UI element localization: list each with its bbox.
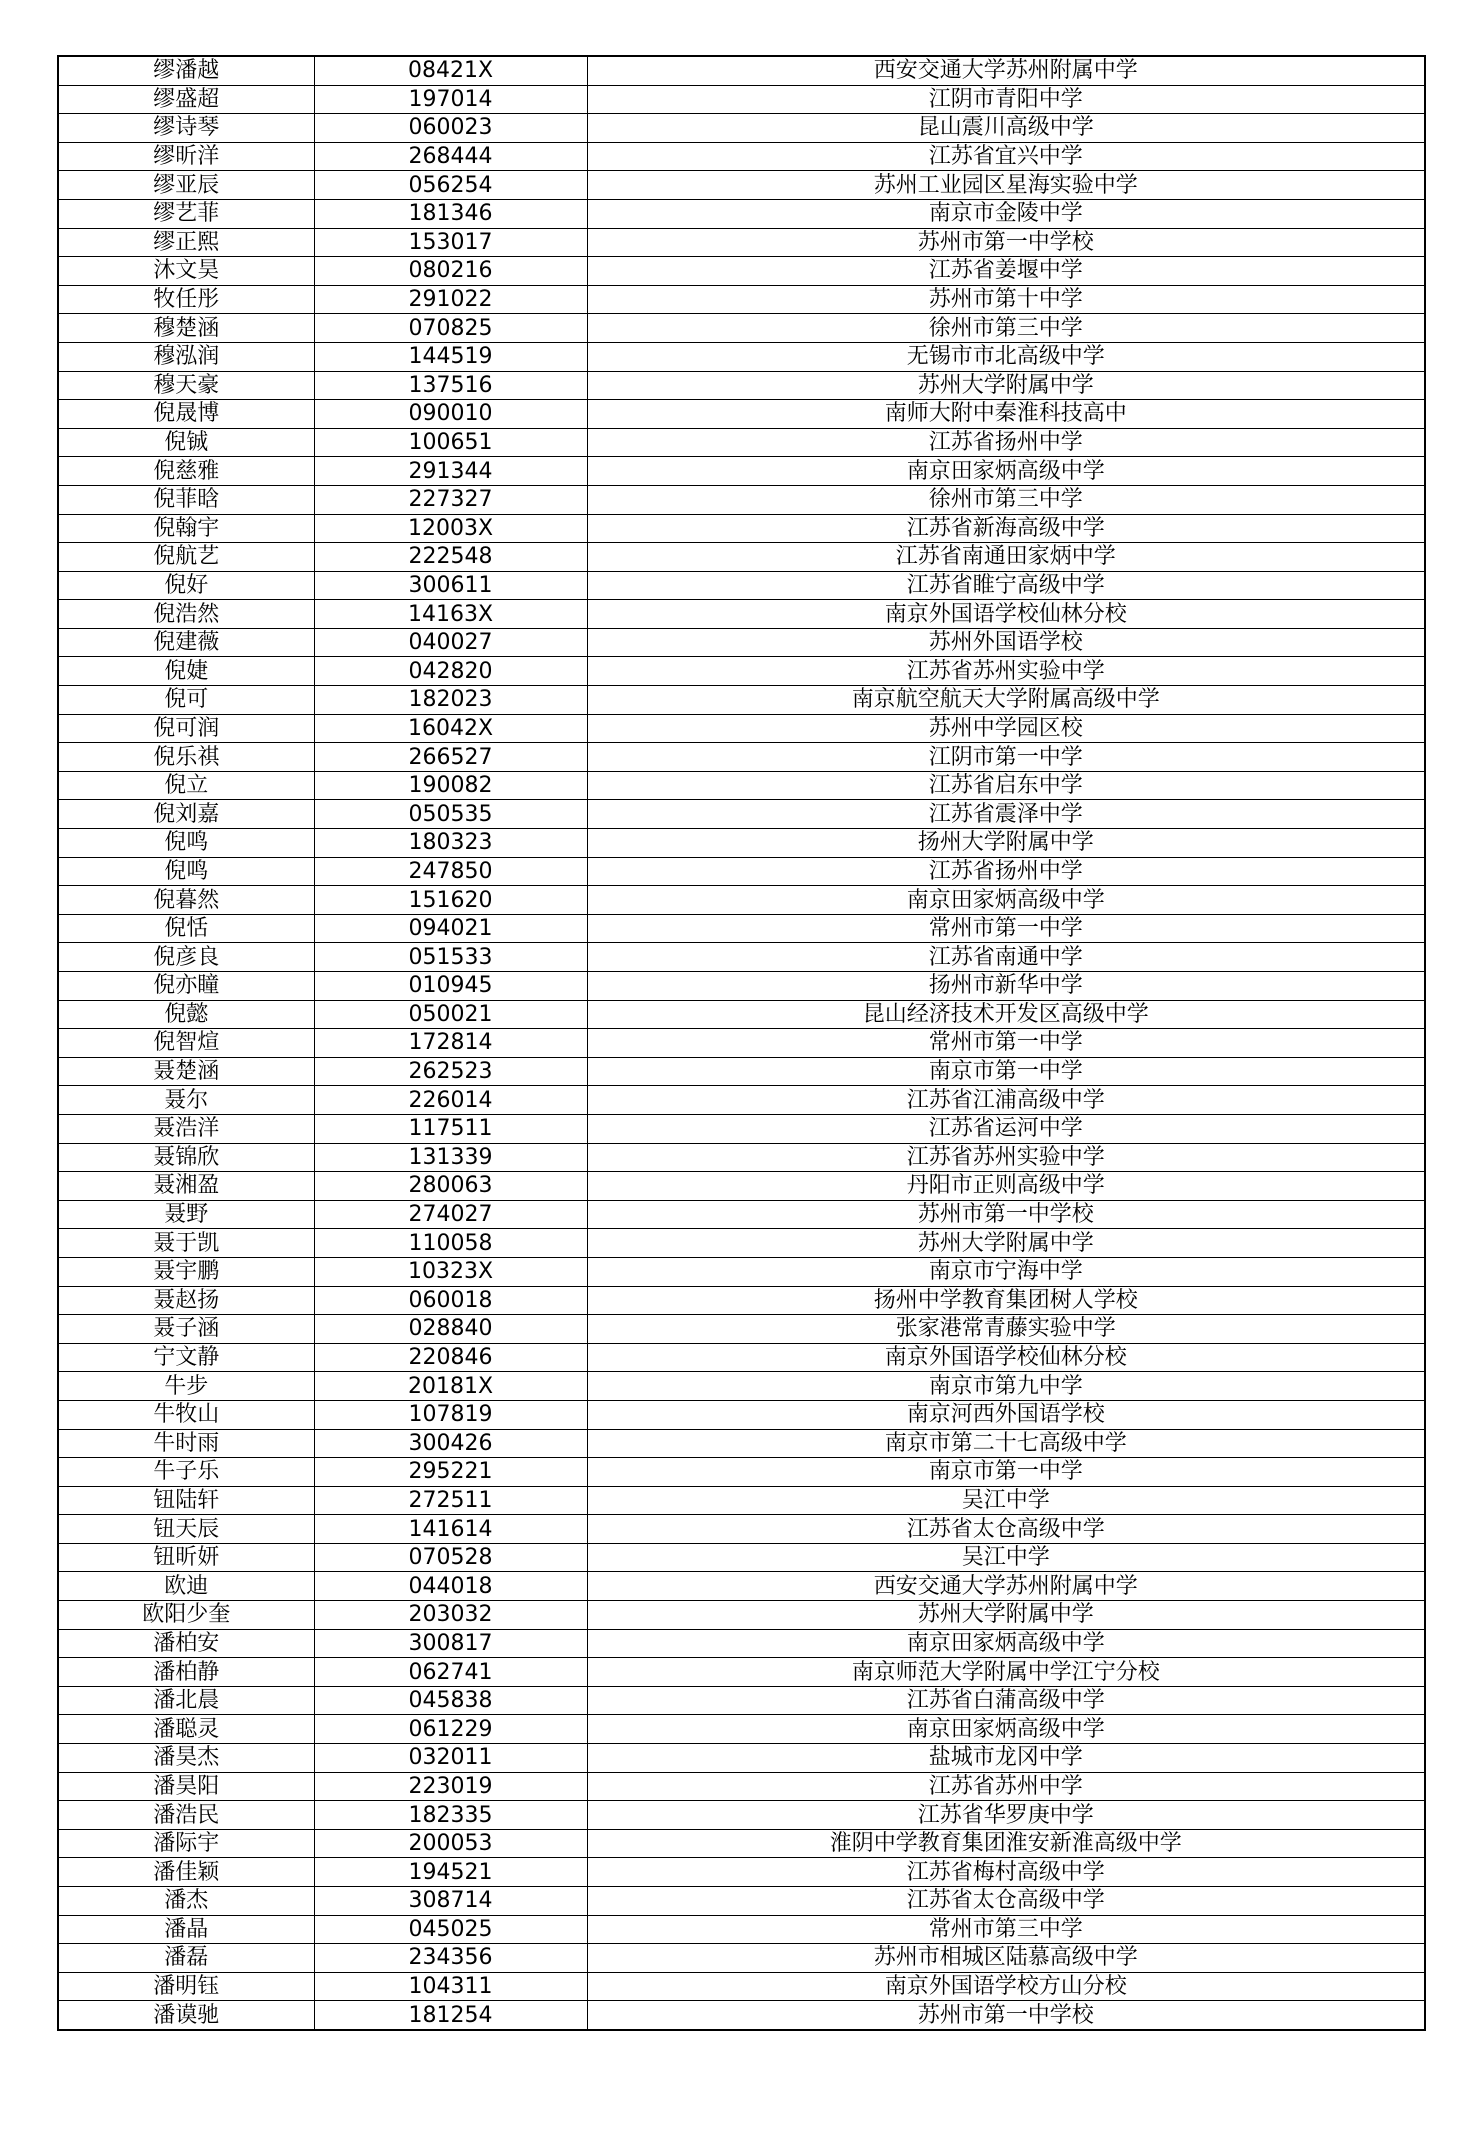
table-row (58, 1458, 1425, 1487)
id-cell: 045838 (314, 1686, 587, 1715)
school-cell: 常州市第三中学 (587, 1915, 1425, 1944)
table-row (58, 1086, 1425, 1115)
school-cell: 南师大附中秦淮科技高中 (587, 400, 1425, 429)
table-row (58, 1000, 1425, 1029)
table-row (58, 914, 1425, 943)
table-row (58, 657, 1425, 686)
table-row (58, 1229, 1425, 1258)
name-cell: 缪潘越 (58, 56, 314, 85)
id-cell: 070825 (314, 314, 587, 343)
id-cell: 181346 (314, 199, 587, 228)
name-cell: 钮昕妍 (58, 1543, 314, 1572)
table-row (58, 743, 1425, 772)
table-row (58, 628, 1425, 657)
school-cell: 苏州工业园区星海实验中学 (587, 171, 1425, 200)
id-cell: 062741 (314, 1658, 587, 1687)
name-cell: 聂尔 (58, 1086, 314, 1115)
table-row (58, 686, 1425, 715)
id-cell: 010945 (314, 972, 587, 1001)
table-row (58, 400, 1425, 429)
id-cell: 14163X (314, 600, 587, 629)
school-cell: 西安交通大学苏州附属中学 (587, 1572, 1425, 1601)
id-cell: 194521 (314, 1858, 587, 1887)
table-row (58, 85, 1425, 114)
name-cell: 倪暮然 (58, 886, 314, 915)
name-cell: 欧迪 (58, 1572, 314, 1601)
id-cell: 153017 (314, 228, 587, 257)
school-cell: 江苏省宜兴中学 (587, 142, 1425, 171)
id-cell: 268444 (314, 142, 587, 171)
table-row (58, 1858, 1425, 1887)
id-cell: 056254 (314, 171, 587, 200)
name-cell: 穆天豪 (58, 371, 314, 400)
table-row (58, 1114, 1425, 1143)
id-cell: 110058 (314, 1229, 587, 1258)
name-cell: 倪可润 (58, 714, 314, 743)
school-cell: 扬州市新华中学 (587, 972, 1425, 1001)
table-row (58, 571, 1425, 600)
id-cell: 272511 (314, 1486, 587, 1515)
school-cell: 苏州市相城区陆慕高级中学 (587, 1944, 1425, 1973)
id-cell: 144519 (314, 342, 587, 371)
id-cell: 308714 (314, 1887, 587, 1916)
id-cell: 107819 (314, 1400, 587, 1429)
name-cell: 倪彦良 (58, 943, 314, 972)
id-cell: 226014 (314, 1086, 587, 1115)
table-row (58, 1172, 1425, 1201)
table-row (58, 514, 1425, 543)
name-cell: 聂于凯 (58, 1229, 314, 1258)
id-cell: 060018 (314, 1286, 587, 1315)
id-cell: 104311 (314, 1972, 587, 2001)
table-row (58, 714, 1425, 743)
name-cell: 倪立 (58, 771, 314, 800)
name-cell: 钮天辰 (58, 1515, 314, 1544)
table-row (58, 1257, 1425, 1286)
table-row (58, 1744, 1425, 1773)
school-cell: 南京田家炳高级中学 (587, 886, 1425, 915)
name-cell: 潘磊 (58, 1944, 314, 1973)
school-cell: 无锡市市北高级中学 (587, 342, 1425, 371)
school-cell: 南京师范大学附属中学江宁分校 (587, 1658, 1425, 1687)
school-cell: 江苏省震泽中学 (587, 800, 1425, 829)
table-row (58, 199, 1425, 228)
school-cell: 南京田家炳高级中学 (587, 1629, 1425, 1658)
name-cell: 宁文静 (58, 1343, 314, 1372)
id-cell: 203032 (314, 1601, 587, 1630)
table-row (58, 285, 1425, 314)
id-cell: 042820 (314, 657, 587, 686)
name-cell: 倪亦瞳 (58, 972, 314, 1001)
school-cell: 西安交通大学苏州附属中学 (587, 56, 1425, 85)
school-cell: 张家港常青藤实验中学 (587, 1315, 1425, 1344)
table-row (58, 142, 1425, 171)
school-cell: 淮阴中学教育集团淮安新淮高级中学 (587, 1829, 1425, 1858)
table-row (58, 314, 1425, 343)
school-cell: 南京市金陵中学 (587, 199, 1425, 228)
id-cell: 151620 (314, 886, 587, 915)
id-cell: 220846 (314, 1343, 587, 1372)
school-cell: 江苏省扬州中学 (587, 428, 1425, 457)
id-cell: 141614 (314, 1515, 587, 1544)
school-cell: 丹阳市正则高级中学 (587, 1172, 1425, 1201)
name-cell: 潘昊阳 (58, 1772, 314, 1801)
name-cell: 缪亚辰 (58, 171, 314, 200)
school-cell: 常州市第一中学 (587, 1029, 1425, 1058)
table-row (58, 1801, 1425, 1830)
school-cell: 江苏省姜堰中学 (587, 257, 1425, 286)
table-body (58, 56, 1425, 2030)
school-cell: 徐州市第三中学 (587, 485, 1425, 514)
school-cell: 南京田家炳高级中学 (587, 1715, 1425, 1744)
student-table (57, 55, 1426, 2031)
table-row (58, 829, 1425, 858)
name-cell: 潘明钰 (58, 1972, 314, 2001)
school-cell: 常州市第一中学 (587, 914, 1425, 943)
school-cell: 南京外国语学校仙林分校 (587, 1343, 1425, 1372)
name-cell: 倪航艺 (58, 543, 314, 572)
table-row (58, 1200, 1425, 1229)
name-cell: 穆楚涵 (58, 314, 314, 343)
table-row (58, 800, 1425, 829)
school-cell: 江苏省太仓高级中学 (587, 1887, 1425, 1916)
id-cell: 200053 (314, 1829, 587, 1858)
id-cell: 291022 (314, 285, 587, 314)
school-cell: 江苏省梅村高级中学 (587, 1858, 1425, 1887)
id-cell: 117511 (314, 1114, 587, 1143)
table-row (58, 972, 1425, 1001)
table-row (58, 1772, 1425, 1801)
name-cell: 缪诗琴 (58, 114, 314, 143)
name-cell: 牛子乐 (58, 1458, 314, 1487)
table-row (58, 1944, 1425, 1973)
table-row (58, 485, 1425, 514)
table-row (58, 1915, 1425, 1944)
name-cell: 潘昊杰 (58, 1744, 314, 1773)
name-cell: 倪恬 (58, 914, 314, 943)
id-cell: 100651 (314, 428, 587, 457)
id-cell: 060023 (314, 114, 587, 143)
name-cell: 缪艺菲 (58, 199, 314, 228)
school-cell: 昆山经济技术开发区高级中学 (587, 1000, 1425, 1029)
name-cell: 聂宇鹏 (58, 1257, 314, 1286)
school-cell: 苏州外国语学校 (587, 628, 1425, 657)
school-cell: 江苏省南通中学 (587, 943, 1425, 972)
id-cell: 227327 (314, 485, 587, 514)
table-row (58, 428, 1425, 457)
name-cell: 聂浩洋 (58, 1114, 314, 1143)
id-cell: 266527 (314, 743, 587, 772)
school-cell: 南京市第一中学 (587, 1458, 1425, 1487)
name-cell: 牛牧山 (58, 1400, 314, 1429)
table-row (58, 1029, 1425, 1058)
id-cell: 131339 (314, 1143, 587, 1172)
name-cell: 缪盛超 (58, 85, 314, 114)
school-cell: 苏州市第一中学校 (587, 2001, 1425, 2030)
id-cell: 045025 (314, 1915, 587, 1944)
name-cell: 倪菲晗 (58, 485, 314, 514)
school-cell: 扬州大学附属中学 (587, 829, 1425, 858)
name-cell: 潘北晨 (58, 1686, 314, 1715)
id-cell: 080216 (314, 257, 587, 286)
table-row (58, 1972, 1425, 2001)
school-cell: 扬州中学教育集团树人学校 (587, 1286, 1425, 1315)
table-row (58, 1829, 1425, 1858)
id-cell: 300817 (314, 1629, 587, 1658)
school-cell: 南京外国语学校仙林分校 (587, 600, 1425, 629)
id-cell: 291344 (314, 457, 587, 486)
id-cell: 223019 (314, 1772, 587, 1801)
table-row (58, 2001, 1425, 2030)
table-row (58, 1887, 1425, 1916)
name-cell: 钮陆轩 (58, 1486, 314, 1515)
school-cell: 苏州大学附属中学 (587, 1601, 1425, 1630)
school-cell: 江苏省扬州中学 (587, 857, 1425, 886)
table-row (58, 543, 1425, 572)
name-cell: 倪鸣 (58, 829, 314, 858)
school-cell: 南京市第一中学 (587, 1057, 1425, 1086)
school-cell: 苏州市第一中学校 (587, 1200, 1425, 1229)
school-cell: 苏州市第十中学 (587, 285, 1425, 314)
name-cell: 潘晶 (58, 1915, 314, 1944)
id-cell: 190082 (314, 771, 587, 800)
table-row (58, 1343, 1425, 1372)
table-row (58, 1057, 1425, 1086)
name-cell: 缪昕洋 (58, 142, 314, 171)
school-cell: 盐城市龙冈中学 (587, 1744, 1425, 1773)
school-cell: 昆山震川高级中学 (587, 114, 1425, 143)
name-cell: 倪铖 (58, 428, 314, 457)
name-cell: 沐文昊 (58, 257, 314, 286)
id-cell: 20181X (314, 1372, 587, 1401)
table-row (58, 1429, 1425, 1458)
id-cell: 280063 (314, 1172, 587, 1201)
name-cell: 牧任彤 (58, 285, 314, 314)
name-cell: 潘谟驰 (58, 2001, 314, 2030)
id-cell: 16042X (314, 714, 587, 743)
id-cell: 295221 (314, 1458, 587, 1487)
school-cell: 南京航空航天大学附属高级中学 (587, 686, 1425, 715)
school-cell: 江苏省南通田家炳中学 (587, 543, 1425, 572)
name-cell: 聂楚涵 (58, 1057, 314, 1086)
id-cell: 234356 (314, 1944, 587, 1973)
id-cell: 197014 (314, 85, 587, 114)
name-cell: 潘柏静 (58, 1658, 314, 1687)
name-cell: 倪鸣 (58, 857, 314, 886)
school-cell: 江苏省苏州中学 (587, 1772, 1425, 1801)
name-cell: 倪翰宇 (58, 514, 314, 543)
id-cell: 262523 (314, 1057, 587, 1086)
name-cell: 聂赵扬 (58, 1286, 314, 1315)
id-cell: 050021 (314, 1000, 587, 1029)
name-cell: 潘浩民 (58, 1801, 314, 1830)
school-cell: 南京市宁海中学 (587, 1257, 1425, 1286)
table-row (58, 342, 1425, 371)
table-row (58, 1572, 1425, 1601)
name-cell: 倪乐祺 (58, 743, 314, 772)
school-cell: 江苏省运河中学 (587, 1114, 1425, 1143)
name-cell: 倪智煊 (58, 1029, 314, 1058)
school-cell: 江苏省太仓高级中学 (587, 1515, 1425, 1544)
school-cell: 苏州大学附属中学 (587, 1229, 1425, 1258)
table-row (58, 771, 1425, 800)
table-row (58, 1400, 1425, 1429)
table-row (58, 1601, 1425, 1630)
table-row (58, 171, 1425, 200)
school-cell: 吴江中学 (587, 1543, 1425, 1572)
name-cell: 聂野 (58, 1200, 314, 1229)
school-cell: 江苏省睢宁高级中学 (587, 571, 1425, 600)
id-cell: 300611 (314, 571, 587, 600)
table-row (58, 857, 1425, 886)
id-cell: 300426 (314, 1429, 587, 1458)
name-cell: 聂子涵 (58, 1315, 314, 1344)
school-cell: 苏州中学园区校 (587, 714, 1425, 743)
table-row (58, 1315, 1425, 1344)
name-cell: 聂锦欣 (58, 1143, 314, 1172)
name-cell: 倪好 (58, 571, 314, 600)
name-cell: 潘际宇 (58, 1829, 314, 1858)
name-cell: 穆泓润 (58, 342, 314, 371)
id-cell: 028840 (314, 1315, 587, 1344)
name-cell: 倪浩然 (58, 600, 314, 629)
table-row (58, 1543, 1425, 1572)
school-cell: 苏州市第一中学校 (587, 228, 1425, 257)
school-cell: 南京市第二十七高级中学 (587, 1429, 1425, 1458)
id-cell: 172814 (314, 1029, 587, 1058)
id-cell: 090010 (314, 400, 587, 429)
table-row (58, 1686, 1425, 1715)
table-row (58, 886, 1425, 915)
school-cell: 江苏省新海高级中学 (587, 514, 1425, 543)
name-cell: 缪正熙 (58, 228, 314, 257)
name-cell: 倪可 (58, 686, 314, 715)
name-cell: 倪刘嘉 (58, 800, 314, 829)
table-row (58, 1629, 1425, 1658)
table-row (58, 457, 1425, 486)
name-cell: 牛时雨 (58, 1429, 314, 1458)
school-cell: 南京田家炳高级中学 (587, 457, 1425, 486)
table-row (58, 257, 1425, 286)
school-cell: 江苏省启东中学 (587, 771, 1425, 800)
table-row (58, 1658, 1425, 1687)
id-cell: 094021 (314, 914, 587, 943)
name-cell: 倪慈雅 (58, 457, 314, 486)
id-cell: 180323 (314, 829, 587, 858)
id-cell: 137516 (314, 371, 587, 400)
table-row (58, 371, 1425, 400)
school-cell: 江苏省华罗庚中学 (587, 1801, 1425, 1830)
name-cell: 潘柏安 (58, 1629, 314, 1658)
school-cell: 江苏省苏州实验中学 (587, 1143, 1425, 1172)
school-cell: 吴江中学 (587, 1486, 1425, 1515)
table-row (58, 1143, 1425, 1172)
table-row (58, 1515, 1425, 1544)
school-cell: 南京外国语学校方山分校 (587, 1972, 1425, 2001)
table-row (58, 56, 1425, 85)
id-cell: 181254 (314, 2001, 587, 2030)
name-cell: 倪晟博 (58, 400, 314, 429)
school-cell: 苏州大学附属中学 (587, 371, 1425, 400)
id-cell: 044018 (314, 1572, 587, 1601)
id-cell: 274027 (314, 1200, 587, 1229)
table-row (58, 1715, 1425, 1744)
id-cell: 070528 (314, 1543, 587, 1572)
id-cell: 032011 (314, 1744, 587, 1773)
table-row (58, 1486, 1425, 1515)
name-cell: 倪建薇 (58, 628, 314, 657)
table-row (58, 1286, 1425, 1315)
id-cell: 061229 (314, 1715, 587, 1744)
name-cell: 潘聪灵 (58, 1715, 314, 1744)
id-cell: 12003X (314, 514, 587, 543)
table-row (58, 228, 1425, 257)
name-cell: 潘杰 (58, 1887, 314, 1916)
id-cell: 050535 (314, 800, 587, 829)
id-cell: 182335 (314, 1801, 587, 1830)
name-cell: 倪婕 (58, 657, 314, 686)
school-cell: 江阴市第一中学 (587, 743, 1425, 772)
table-row (58, 600, 1425, 629)
id-cell: 10323X (314, 1257, 587, 1286)
name-cell: 倪懿 (58, 1000, 314, 1029)
name-cell: 牛步 (58, 1372, 314, 1401)
school-cell: 江苏省江浦高级中学 (587, 1086, 1425, 1115)
id-cell: 08421X (314, 56, 587, 85)
table-row (58, 114, 1425, 143)
school-cell: 江阴市青阳中学 (587, 85, 1425, 114)
name-cell: 聂湘盈 (58, 1172, 314, 1201)
id-cell: 222548 (314, 543, 587, 572)
id-cell: 247850 (314, 857, 587, 886)
id-cell: 182023 (314, 686, 587, 715)
name-cell: 欧阳少奎 (58, 1601, 314, 1630)
id-cell: 040027 (314, 628, 587, 657)
table-row (58, 1372, 1425, 1401)
school-cell: 江苏省白蒲高级中学 (587, 1686, 1425, 1715)
id-cell: 051533 (314, 943, 587, 972)
school-cell: 南京市第九中学 (587, 1372, 1425, 1401)
school-cell: 徐州市第三中学 (587, 314, 1425, 343)
school-cell: 江苏省苏州实验中学 (587, 657, 1425, 686)
table-row (58, 943, 1425, 972)
name-cell: 潘佳颖 (58, 1858, 314, 1887)
school-cell: 南京河西外国语学校 (587, 1400, 1425, 1429)
